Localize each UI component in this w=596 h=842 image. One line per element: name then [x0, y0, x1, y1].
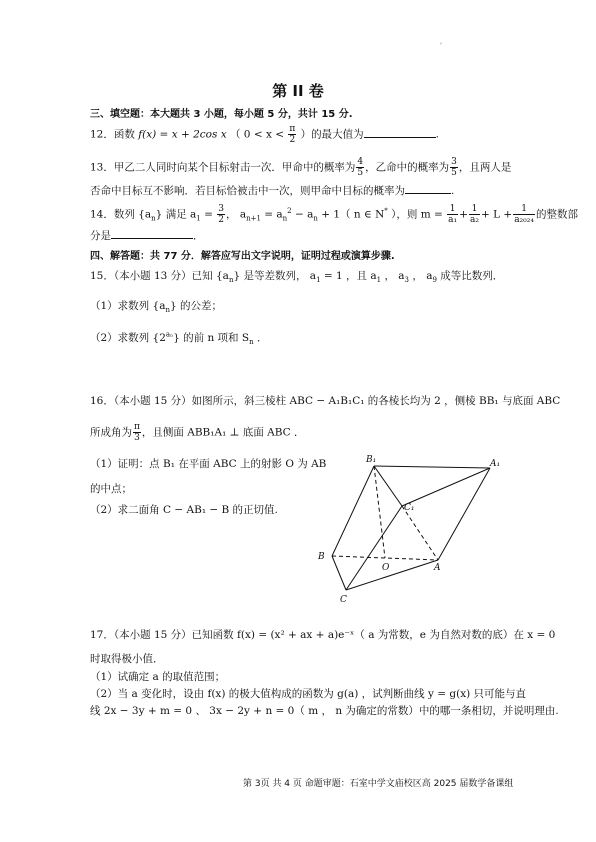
q14-term-2 [469, 204, 480, 225]
q16-part-1-line-1: （1）证明：点 B₁ 在平面 ABC 上的射影 O 为 AB [90, 458, 327, 470]
question-13-line-2 [90, 183, 454, 198]
edge-b1-c1 [374, 466, 402, 506]
q14-text-3: 的整数部 [536, 208, 578, 221]
q15-sub1-a: （1）求数列 {a [90, 300, 166, 312]
q15-sub2-e: ． [253, 332, 268, 344]
q12-cond-post: ）的最大值为 [300, 128, 364, 141]
label-a: A [434, 563, 441, 573]
page-footer: 第 3页 共 4 页 命题审题：石室中学文庙校区高 2025 届数学备课组 [243, 779, 514, 789]
edge-a1-a [438, 468, 490, 560]
q14-t3-den: a₂₀₂₄ [514, 215, 534, 225]
question-14-line-1 [90, 204, 578, 225]
q13-text-4: 否命中目标互不影响．若目标恰被击中一次，则甲命中目标的概率为 [90, 185, 405, 197]
q14-rec-star: * [384, 207, 388, 215]
q14-t2-num: 1 [469, 204, 480, 215]
q14-t3-num: 1 [513, 204, 535, 215]
q15-sub2-a: （2）求数列 {2 [90, 332, 166, 344]
q14-eq: = [200, 208, 213, 221]
label-b1: B₁ [366, 455, 377, 465]
q12-fraction [288, 124, 296, 145]
q14-answer-blank[interactable] [111, 228, 193, 239]
q16-fraction [133, 422, 141, 443]
q17-part-1: （1）试确定 a 的取值范围； [90, 671, 226, 683]
q12-answer-blank[interactable] [364, 127, 436, 138]
q12-frac-num: π [289, 124, 296, 134]
q15-head: 15．（本小题 13 分）已知 {a [90, 270, 229, 282]
q17-part-2-line-2: 线 2x − 3y + m = 0 、 3x − 2y + n = 0（ m ， n 为确定的常数）中的哪一条相切，并说明理由. [90, 705, 559, 717]
q13-text-2: ，乙命中的概率为 [365, 161, 450, 174]
q14-t1-den: a₁ [448, 215, 458, 225]
q14-t2-den: a₂ [469, 215, 479, 225]
label-c1: C₁ [404, 503, 415, 513]
label-a1: A₁ [490, 459, 501, 469]
q14-seq: 数列 {a [113, 208, 152, 221]
question-17-line-2: 时取得极小值． [90, 653, 164, 665]
q12-frac-den: 2 [289, 135, 296, 145]
q17-part-2-line-1: （2）当 a 变化时，设由 f(x) 的极大值构成的函数为 g(a) ，试判断曲线 y = g(x) 只可能与直 [90, 688, 527, 700]
q14-end: ． [193, 230, 204, 242]
q15-head-g: ， a [381, 270, 405, 282]
label-b: B [318, 552, 325, 562]
q13-answer-blank[interactable] [405, 183, 451, 194]
question-16-line-1: 16．（本小题 15 分）如图所示，斜三棱柱 ABC − A₁B₁C₁ 的各棱长均为 2 ，侧棱 BB₁ 与底面 ABC [90, 395, 561, 407]
q16-f-num: π [134, 422, 140, 432]
q15-part-2 [90, 330, 267, 346]
q13-text-1: 甲乙二人同时向某个目标射击一次．甲命中的概率为 [113, 161, 356, 174]
q14-rec-sub-b: n [282, 214, 288, 223]
label-o: O [382, 563, 390, 573]
q14-sub-1: 1 [196, 214, 201, 223]
question-14-line-2 [90, 228, 204, 243]
q15-head-i: ， a [409, 270, 433, 282]
section-4-heading: 四、解答题：共 77 分．解答应写出文字说明，证明过程或演算步骤. [90, 251, 395, 262]
q13-f1-den: 5 [357, 168, 364, 178]
q13-f2-den: 5 [451, 168, 457, 178]
prism-figure [310, 450, 510, 610]
edge-b1-a1 [374, 466, 490, 468]
q13-number: 13． [90, 161, 114, 174]
question-16-line-2 [90, 422, 305, 443]
q14-rec-b: = a [260, 208, 283, 221]
q13-f2-num: 3 [451, 157, 457, 167]
q14-sub-n: n [151, 214, 156, 223]
edge-c1-a1 [402, 468, 490, 506]
q14-rec-sub-a: n+1 [246, 214, 261, 223]
edge-b1-b [332, 466, 374, 556]
section-3-heading: 三、填空题：本大题共 3 小题，每小题 5 分，共计 15 分. [90, 109, 353, 120]
q13-end: . [451, 185, 455, 197]
q14-f1-den: 2 [218, 215, 224, 225]
q14-seq-b: } 满足 a [155, 208, 197, 221]
q14-rec-sub-c: n [313, 214, 318, 223]
q14-rec-c: − a [291, 208, 314, 221]
q14-rec-sup: 2 [287, 207, 292, 215]
q15-sub-9: 9 [432, 276, 437, 285]
q16-line2-post: ，且侧面 ABB₁A₁ ⊥ 底面 ABC ． [141, 426, 305, 439]
page-title: 第 II 卷 [272, 82, 324, 100]
q15-sub-n: n [228, 276, 234, 285]
q14-term-1 [447, 204, 458, 225]
q12-pre: 函数 [113, 128, 135, 141]
q16-part-2: （2）求二面角 C − AB₁ − B 的正切值. [90, 504, 278, 516]
q15-sub-1b: 1 [376, 276, 382, 285]
q15-sub1-n: n [165, 306, 170, 315]
q14-term-3 [513, 204, 535, 225]
q16-part-1-line-2: 的中点； [90, 483, 132, 495]
q14-f1-num: 3 [218, 204, 224, 214]
label-c: C [340, 595, 347, 605]
q14-t1-num: 1 [447, 204, 458, 215]
q15-part-1 [90, 298, 222, 314]
q15-sub2-exp: aₙ [165, 330, 174, 339]
question-17-line-1: 17．（本小题 15 分）已知函数 f(x) = (x² + ax + a)e⁻ˣ（ a 为常数，e 为自然对数的底）在 x = 0 [90, 629, 556, 641]
q14-plus-2: + L + [480, 208, 513, 221]
q14-rec-e: ），则 m = [387, 208, 443, 221]
q15-sub1-c: } 的公差； [169, 300, 223, 312]
q15-sub2-c: } 的前 n 项和 S [173, 332, 250, 344]
q14-rec-d: + 1（ n ∈ N [317, 208, 385, 221]
q13-fraction-1 [356, 157, 364, 178]
q14-text-4: 分是 [90, 230, 111, 242]
edge-c1-c [346, 506, 402, 590]
q12-number: 12． [90, 128, 114, 141]
q14-number: 14． [90, 208, 114, 221]
edge-b-c [332, 556, 346, 590]
q12-function: f(x) = x + 2cos x [138, 128, 227, 141]
question-13-line-1 [90, 157, 511, 178]
q12-cond-pre: （ 0 < x < [229, 128, 285, 141]
q15-sub2-n: n [249, 338, 254, 347]
q14-rec-a: ， a [225, 208, 247, 221]
q16-line2-pre: 所成角为 [90, 426, 132, 439]
q14-plus-1: + [459, 208, 468, 221]
q13-text-3: ，且两人是 [458, 161, 512, 174]
q14-fraction-1 [217, 204, 225, 225]
q15-head-k: 成等比数列． [436, 270, 504, 282]
q15-sub-1: 1 [316, 276, 321, 285]
edge-c-a [346, 560, 438, 590]
page-mark: ' [440, 42, 442, 50]
q12-end: . [435, 128, 439, 141]
q13-fraction-2 [450, 157, 458, 178]
question-15 [90, 268, 503, 284]
question-12 [90, 124, 439, 145]
q15-head-e: = 1 ，且 a [320, 270, 377, 282]
q15-sub-3: 3 [404, 276, 410, 285]
q16-f-den: 3 [134, 433, 140, 443]
q13-f1-num: 4 [357, 157, 364, 167]
q15-head-c: } 是等差数列， a [233, 270, 317, 282]
edge-c1-a-hidden [402, 506, 438, 560]
